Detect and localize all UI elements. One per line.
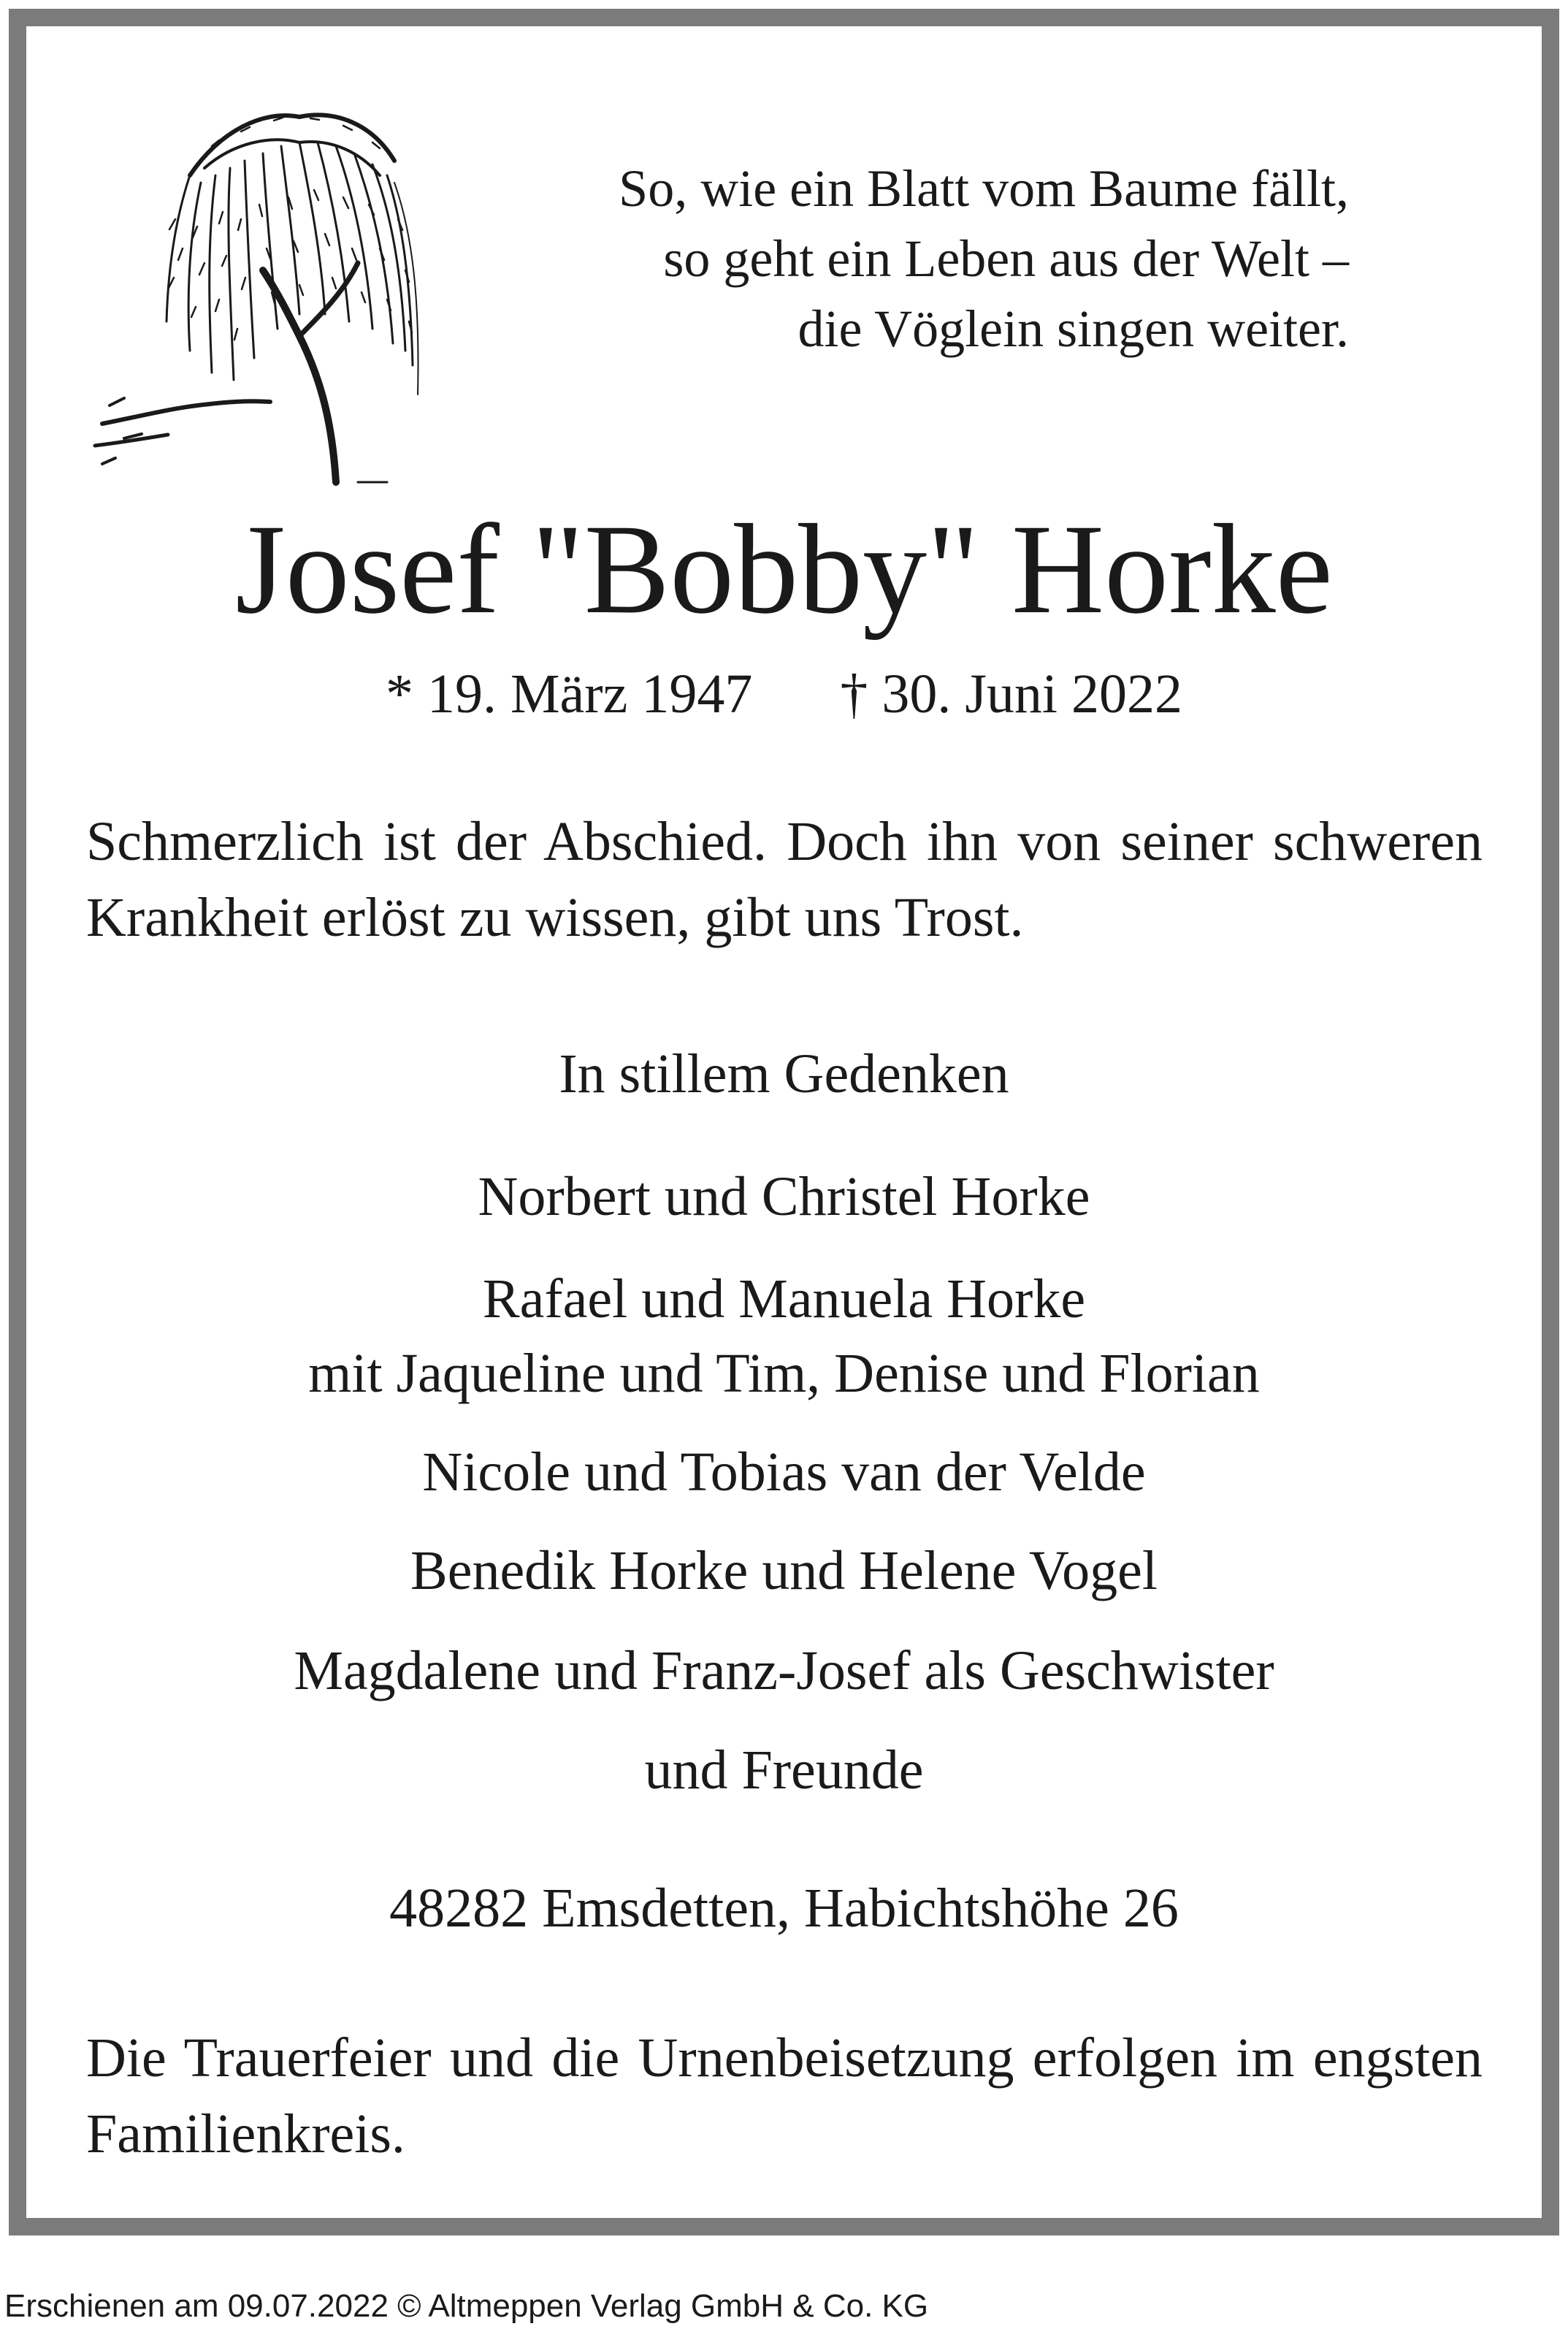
birth-date: * 19. März 1947 bbox=[385, 663, 753, 725]
statement-paragraph: Schmerzlich ist der Abschied. Doch ihn von seiner schweren Krankheit erlöst zu wissen, gibt uns Trost. bbox=[86, 811, 1483, 948]
poem-line-3: die Vöglein singen weiter. bbox=[798, 300, 1349, 358]
mourner-line: Rafael und Manuela Horke bbox=[482, 1268, 1086, 1330]
ceremony-paragraph: Die Trauerfeier und die Urnenbeisetzung erfolgen im engsten Familienkreis. bbox=[86, 2027, 1483, 2165]
mourner-line: mit Jaqueline und Tim, Denise und Florian bbox=[308, 1343, 1260, 1404]
publication-footer: Erschienen am 09.07.2022 © Altmeppen Verlag GmbH & Co. KG bbox=[4, 2288, 929, 2324]
mourner-line: Norbert und Christel Horke bbox=[478, 1166, 1090, 1227]
address: 48282 Emsdetten, Habichtshöhe 26 bbox=[389, 1878, 1179, 1939]
deceased-name: Josef "Bobby" Horke bbox=[235, 498, 1333, 641]
death-date: † 30. Juni 2022 bbox=[840, 663, 1183, 725]
mourner-line: Benedik Horke und Helene Vogel bbox=[410, 1540, 1158, 1601]
poem-line-1: So, wie ein Blatt vom Baume fällt, bbox=[619, 159, 1349, 218]
poem bbox=[473, 153, 1349, 364]
mourner-line: Nicole und Tobias van der Velde bbox=[422, 1441, 1146, 1503]
mourner-line: und Freunde bbox=[644, 1739, 924, 1801]
life-dates bbox=[0, 657, 1568, 731]
poem-line-2: so geht ein Leben aus der Welt – bbox=[663, 229, 1349, 288]
memorial-line: In stillem Gedenken bbox=[559, 1043, 1009, 1105]
mourner-line: Magdalene und Franz-Josef als Geschwister bbox=[294, 1640, 1274, 1701]
weeping-willow-icon bbox=[80, 73, 489, 489]
